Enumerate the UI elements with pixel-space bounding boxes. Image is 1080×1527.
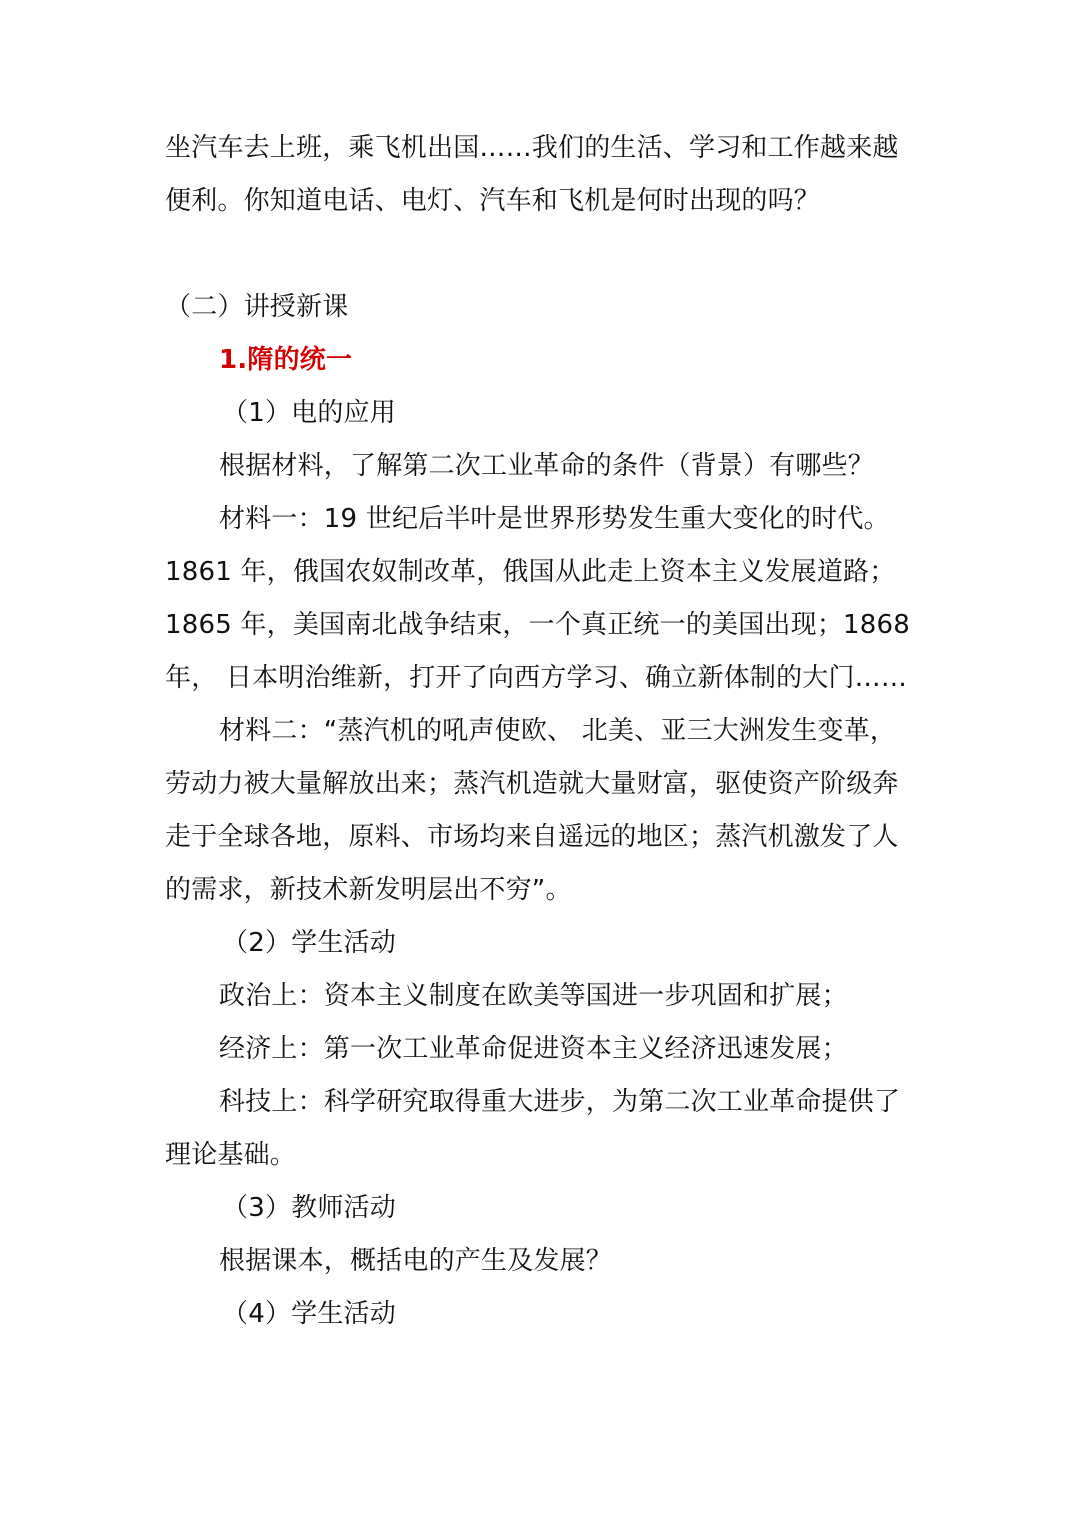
subheading-teacher-activity: （3）教师活动 xyxy=(222,1193,396,1223)
material-two-line-1: 材料二：“蒸汽机的吼声使欧、 北美、亚三大洲发生变革， xyxy=(219,716,897,746)
activity-economy: 经济上：第一次工业革命促进资本主义经济迅速发展； xyxy=(219,1034,848,1064)
question-electricity-development: 根据课本，概括电的产生及发展？ xyxy=(219,1246,613,1276)
material-one-line-1: 材料一：19 世纪后半叶是世界形势发生重大变化的时代。 xyxy=(219,504,890,534)
subheading-electricity-application: （1）电的应用 xyxy=(222,398,396,428)
material-one-line-4: 年， 日本明治维新，打开了向西方学习、确立新体制的大门…… xyxy=(165,663,908,693)
material-one-line-2: 1861 年，俄国农奴制改革，俄国从此走上资本主义发展道路； xyxy=(165,557,896,587)
material-two-line-3: 走于全球各地，原料、市场均来自遥远的地区；蒸汽机激发了人 xyxy=(165,822,899,852)
activity-technology-line-1: 科技上：科学研究取得重大进步，为第二次工业革命提供了 xyxy=(219,1087,901,1117)
section-title: （二）讲授新课 xyxy=(165,292,349,322)
material-one-line-3: 1865 年，美国南北战争结束，一个真正统一的美国出现；1868 xyxy=(165,610,911,640)
intro-line-1: 坐汽车去上班，乘飞机出国……我们的生活、学习和工作越来越 xyxy=(165,133,899,163)
subheading-student-activity-2: （4）学生活动 xyxy=(222,1299,396,1329)
material-two-line-2: 劳动力被大量解放出来；蒸汽机造就大量财富，驱使资产阶级奔 xyxy=(165,769,899,799)
intro-line-2: 便利。你知道电话、电灯、汽车和飞机是何时出现的吗？ xyxy=(165,186,821,216)
heading-sui-unification: 1.隋的统一 xyxy=(219,345,353,375)
activity-politics: 政治上：资本主义制度在欧美等国进一步巩固和扩展； xyxy=(219,981,848,1011)
subheading-student-activity: （2）学生活动 xyxy=(222,928,396,958)
question-industrial-revolution: 根据材料，了解第二次工业革命的条件（背景）有哪些？ xyxy=(219,451,875,481)
material-two-line-4: 的需求，新技术新发明层出不穷”。 xyxy=(165,875,572,905)
activity-technology-line-2: 理论基础。 xyxy=(165,1140,297,1170)
